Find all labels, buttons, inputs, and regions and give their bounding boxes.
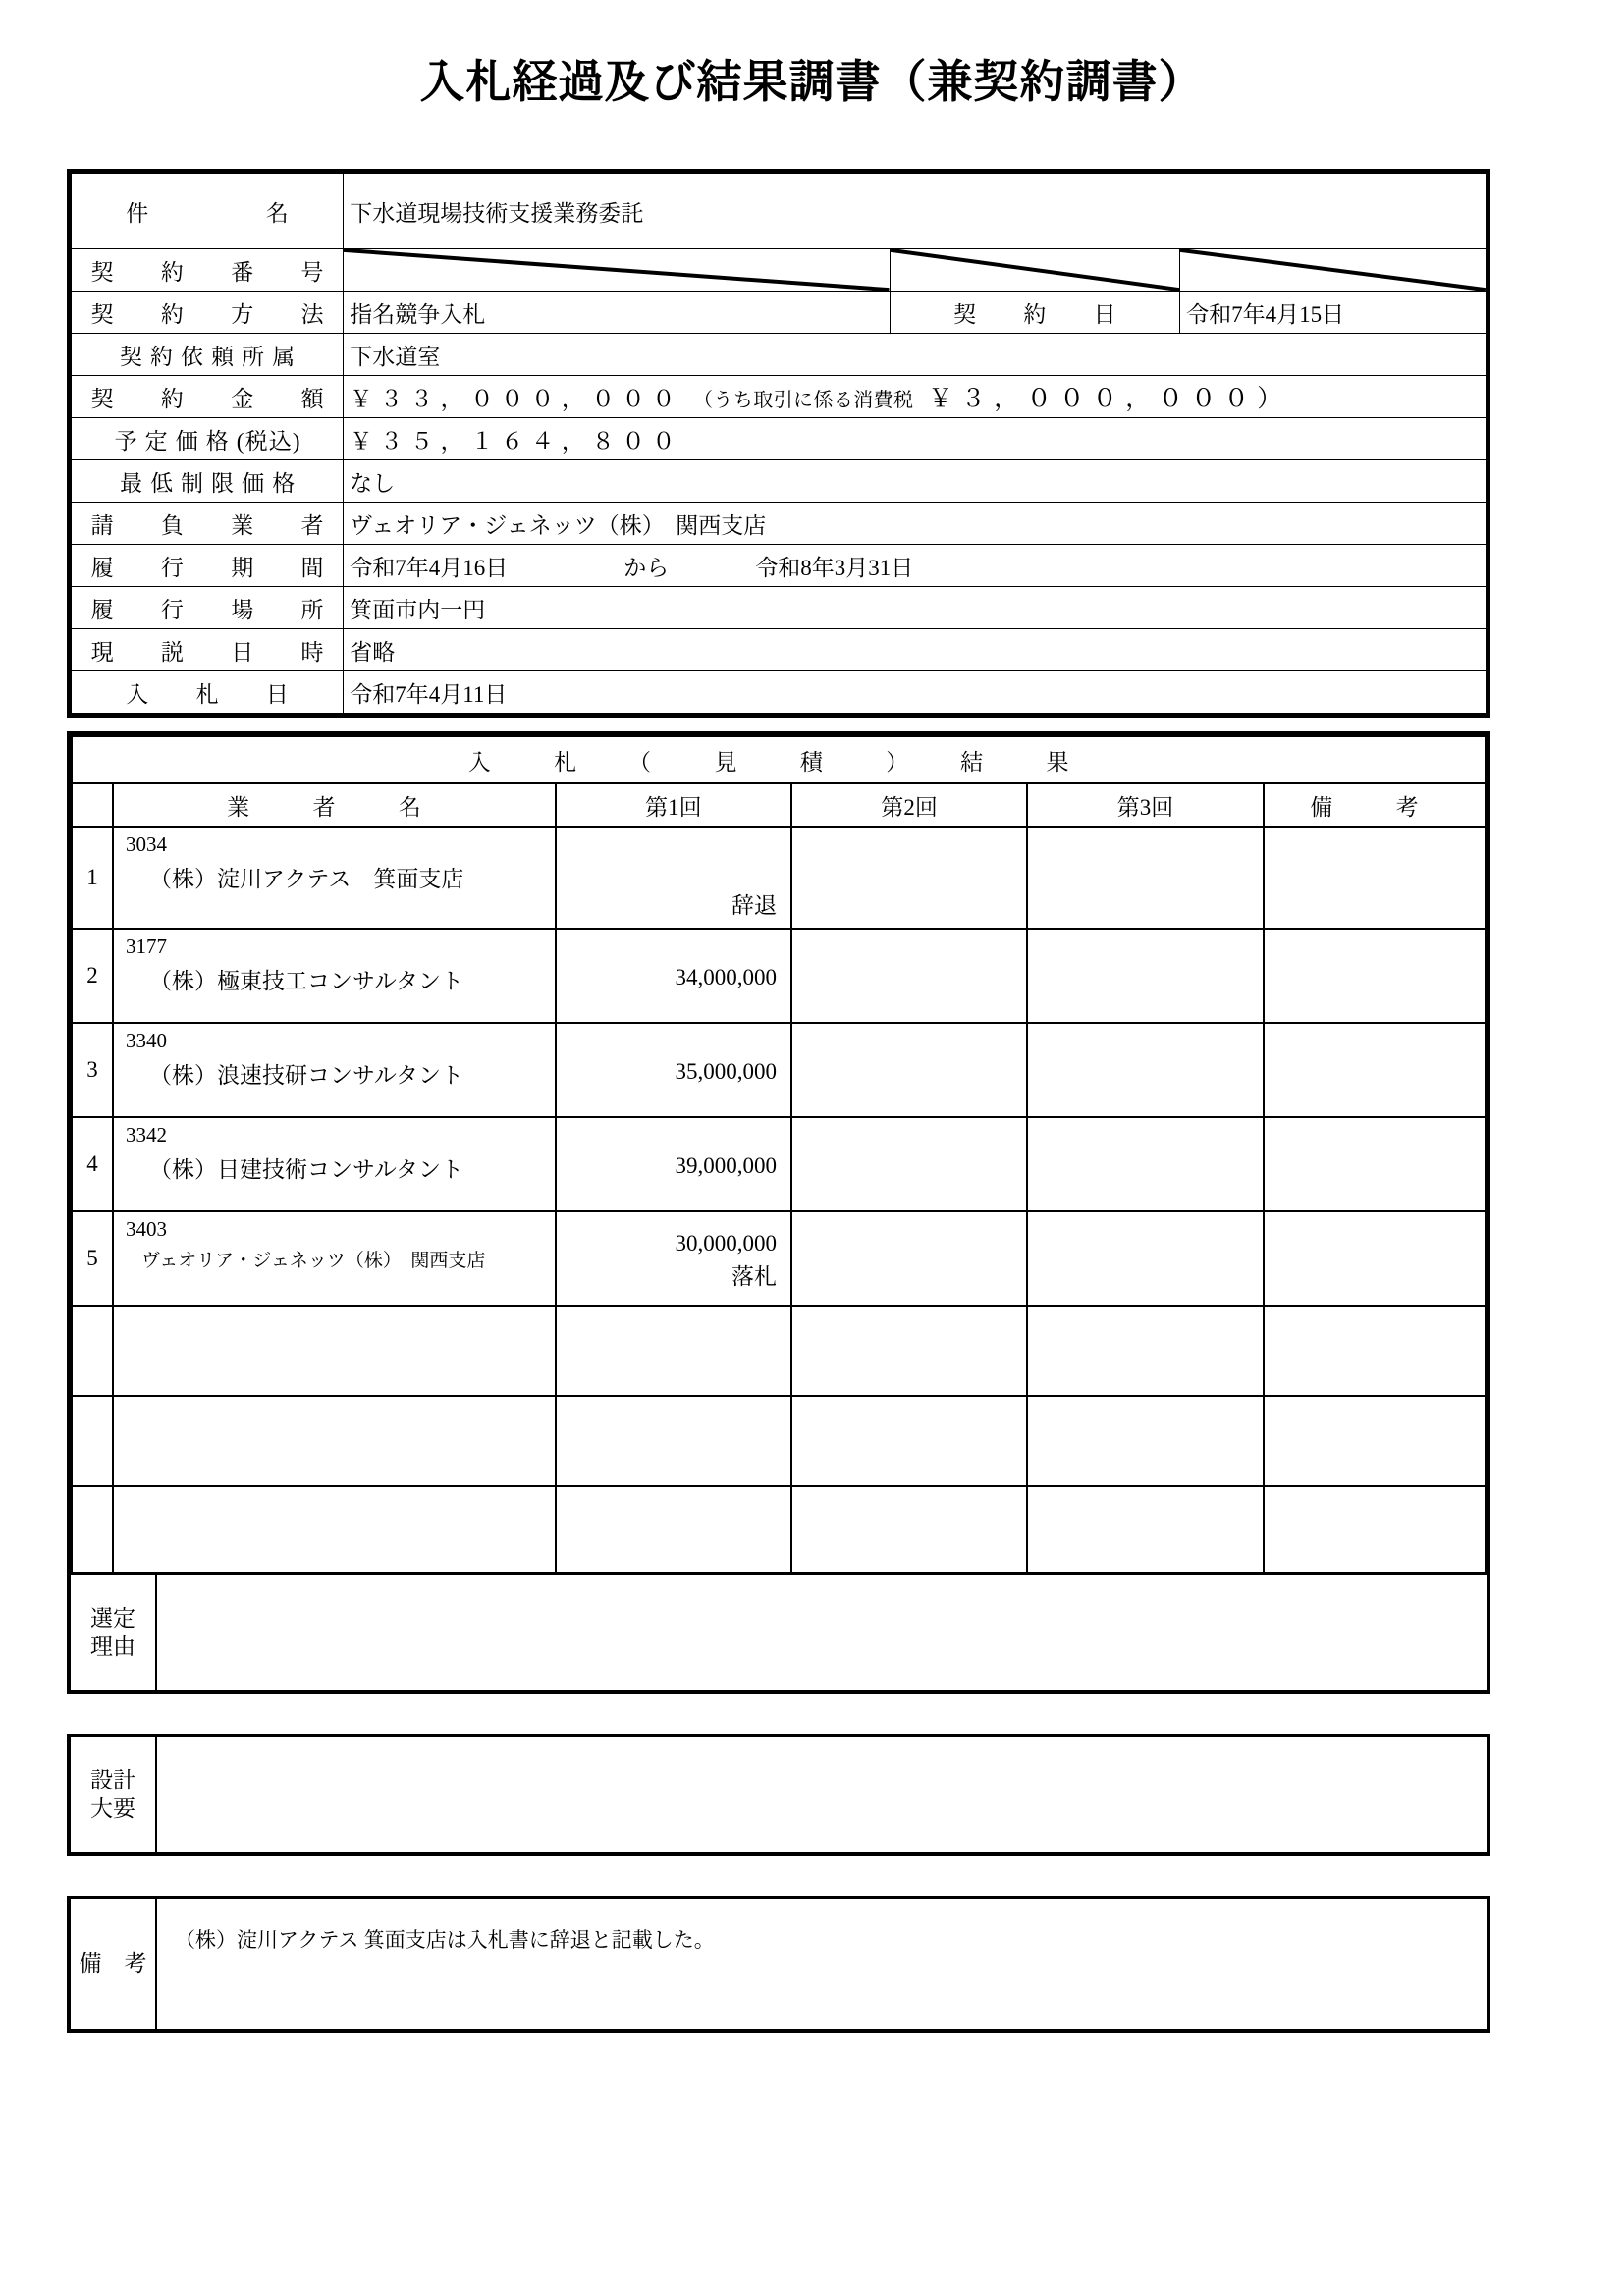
label-min-price: 最 低 制 限 価 格 xyxy=(72,460,344,503)
round3-amount xyxy=(1027,1023,1263,1117)
vendor-name: （株）日建技術コンサルタント xyxy=(149,1157,463,1183)
round1-amount xyxy=(556,827,791,929)
contract-info-table xyxy=(67,169,1490,718)
round1-tag: 落札 xyxy=(731,1263,777,1289)
table-row xyxy=(72,1306,1486,1396)
row-department xyxy=(72,334,1487,376)
round1-value: 30,000,000 xyxy=(675,1230,777,1255)
page-title: 入札経過及び結果調書（兼契約調書） xyxy=(419,55,1205,108)
value-department: 下水道室 xyxy=(344,334,1487,376)
design-outline-label-line2: 大要 xyxy=(90,1795,135,1821)
table-row xyxy=(72,1023,1486,1117)
row-planned-price xyxy=(72,418,1487,460)
row-period xyxy=(72,545,1487,587)
vendor-code: 3034 xyxy=(126,832,168,856)
col-header-round2: 第2回 xyxy=(791,783,1027,827)
vendor-cell xyxy=(113,827,556,929)
selection-reason-box xyxy=(67,1572,1490,1694)
design-outline-box xyxy=(67,1734,1490,1856)
value-min-price: なし xyxy=(344,460,1487,503)
row-contract-no xyxy=(72,249,1487,292)
period-from: 令和7年4月16日 xyxy=(350,555,509,580)
contract-amount-main: ￥３３，０００，０００ xyxy=(350,387,683,411)
row-contract-method xyxy=(72,292,1487,334)
vendor-cell xyxy=(113,1023,556,1117)
round1-tag: 辞退 xyxy=(731,893,777,918)
table-row xyxy=(72,929,1486,1023)
bid-result-title-row xyxy=(72,736,1486,783)
vendor-cell xyxy=(113,1486,556,1576)
round3-amount xyxy=(1027,1396,1263,1486)
round3-amount xyxy=(1027,1306,1263,1396)
remarks-box xyxy=(67,1896,1490,2033)
label-department: 契 約 依 頼 所 属 xyxy=(72,334,344,376)
label-case-name: 件 名 xyxy=(72,174,344,249)
vendor-name: ヴェオリア・ジェネッツ（株） 関西支店 xyxy=(141,1251,486,1272)
vendor-cell xyxy=(113,1117,556,1211)
label-bid-date: 入 札 日 xyxy=(72,671,344,714)
value-contract-date: 令和7年4月15日 xyxy=(1180,292,1487,334)
round1-value: 35,000,000 xyxy=(675,1059,777,1084)
row-number xyxy=(72,1306,113,1396)
round1-amount xyxy=(556,1486,791,1576)
row-remarks xyxy=(1264,1396,1486,1486)
value-contract-method: 指名競争入札 xyxy=(344,292,890,334)
round1-amount xyxy=(556,1117,791,1211)
value-contractor: ヴェオリア・ジェネッツ（株） 関西支店 xyxy=(344,503,1487,545)
vendor-cell xyxy=(113,1396,556,1486)
vendor-cell xyxy=(113,1211,556,1306)
round2-amount xyxy=(791,929,1027,1023)
table-row xyxy=(72,1117,1486,1211)
label-contract-amount: 契 約 金 額 xyxy=(72,376,344,418)
period-to: 令和8年3月31日 xyxy=(755,555,914,580)
row-number: 4 xyxy=(72,1117,113,1211)
round2-amount xyxy=(791,1486,1027,1576)
row-number xyxy=(72,1396,113,1486)
col-header-remarks: 備 考 xyxy=(1264,783,1486,827)
round3-amount xyxy=(1027,929,1263,1023)
label-contract-no: 契 約 番 号 xyxy=(72,249,344,292)
contract-amount-tax-value: ￥３，０００，０００） xyxy=(928,386,1290,412)
row-remarks xyxy=(1264,827,1486,929)
row-case-name xyxy=(72,174,1487,249)
round3-amount xyxy=(1027,1486,1263,1576)
round1-value: 34,000,000 xyxy=(675,965,777,989)
vendor-name: （株）淀川アクテス 箕面支店 xyxy=(149,867,464,892)
round1-amount xyxy=(556,1396,791,1486)
row-contract-amount xyxy=(72,376,1487,418)
value-planned-price: ￥３５，１６４，８００ xyxy=(344,418,1487,460)
round1-amount xyxy=(556,1023,791,1117)
round3-amount xyxy=(1027,1211,1263,1306)
label-contract-method: 契 約 方 法 xyxy=(72,292,344,334)
row-remarks xyxy=(1264,929,1486,1023)
round2-amount xyxy=(791,827,1027,929)
row-remarks xyxy=(1264,1117,1486,1211)
round2-amount xyxy=(791,1023,1027,1117)
label-contract-date: 契 約 日 xyxy=(890,292,1180,334)
round3-amount xyxy=(1027,827,1263,929)
table-row xyxy=(72,1486,1486,1576)
value-case-name: 下水道現場技術支援業務委託 xyxy=(344,174,1487,249)
col-header-round1: 第1回 xyxy=(556,783,791,827)
label-contractor: 請 負 業 者 xyxy=(72,503,344,545)
label-remarks: 備 考 xyxy=(71,1899,157,2029)
row-number: 3 xyxy=(72,1023,113,1117)
diagonal-strike-icon xyxy=(1180,249,1486,291)
table-row xyxy=(72,1396,1486,1486)
row-bid-date xyxy=(72,671,1487,714)
vendor-name: （株）極東技工コンサルタント xyxy=(149,969,463,994)
value-contract-no-part2 xyxy=(890,249,1180,292)
contract-amount-tax-note: （うち取引に係る消費税 xyxy=(693,390,914,411)
round2-amount xyxy=(791,1396,1027,1486)
row-number: 1 xyxy=(72,827,113,929)
row-min-price xyxy=(72,460,1487,503)
vendor-name: （株）浪速技研コンサルタント xyxy=(149,1063,463,1089)
col-header-round3: 第3回 xyxy=(1027,783,1263,827)
col-header-no xyxy=(72,783,113,827)
value-briefing: 省略 xyxy=(344,629,1487,671)
value-place: 箕面市内一円 xyxy=(344,587,1487,629)
row-briefing xyxy=(72,629,1487,671)
row-number: 2 xyxy=(72,929,113,1023)
value-design-outline xyxy=(157,1737,1487,1852)
round2-amount xyxy=(791,1211,1027,1306)
row-remarks xyxy=(1264,1023,1486,1117)
diagonal-strike-icon xyxy=(344,249,889,291)
label-planned-price: 予 定 価 格 (税込) xyxy=(72,418,344,460)
row-remarks xyxy=(1264,1306,1486,1396)
vendor-code: 3340 xyxy=(126,1029,168,1052)
round1-value: 39,000,000 xyxy=(675,1153,777,1178)
row-remarks xyxy=(1264,1486,1486,1576)
value-contract-no-part1 xyxy=(344,249,890,292)
row-number: 5 xyxy=(72,1211,113,1306)
vendor-cell xyxy=(113,1306,556,1396)
value-selection-reason xyxy=(157,1575,1487,1690)
vendor-code: 3403 xyxy=(126,1217,168,1241)
round1-amount xyxy=(556,929,791,1023)
design-outline-label-line1: 設計 xyxy=(90,1767,135,1792)
label-period: 履 行 期 間 xyxy=(72,545,344,587)
bid-result-header-row xyxy=(72,783,1486,827)
col-header-vendor: 業 者 名 xyxy=(113,783,556,827)
label-selection-reason xyxy=(71,1575,157,1690)
round2-amount xyxy=(791,1117,1027,1211)
selection-reason-label-line1: 選定 xyxy=(90,1605,135,1630)
value-remarks: （株）淀川アクテス 箕面支店は入札書に辞退と記載した。 xyxy=(175,1928,715,1951)
bid-result-title: 入 札 （ 見 積 ） 結 果 xyxy=(72,736,1486,783)
period-connector: から xyxy=(623,555,670,580)
label-place: 履 行 場 所 xyxy=(72,587,344,629)
vendor-code: 3177 xyxy=(126,934,168,958)
label-design-outline xyxy=(71,1737,157,1852)
round1-amount xyxy=(556,1306,791,1396)
vendor-code: 3342 xyxy=(126,1123,168,1147)
round1-amount xyxy=(556,1211,791,1306)
bid-result-table xyxy=(67,731,1490,1581)
value-bid-date: 令和7年4月11日 xyxy=(344,671,1487,714)
row-number xyxy=(72,1486,113,1576)
row-remarks xyxy=(1264,1211,1486,1306)
diagonal-strike-icon xyxy=(891,249,1180,291)
table-row xyxy=(72,1211,1486,1306)
value-contract-amount xyxy=(344,376,1487,418)
row-contractor xyxy=(72,503,1487,545)
value-contract-no-part3 xyxy=(1180,249,1487,292)
row-place xyxy=(72,587,1487,629)
round2-amount xyxy=(791,1306,1027,1396)
selection-reason-label-line2: 理由 xyxy=(90,1633,135,1659)
label-briefing: 現 説 日 時 xyxy=(72,629,344,671)
round3-amount xyxy=(1027,1117,1263,1211)
table-row xyxy=(72,827,1486,929)
vendor-cell xyxy=(113,929,556,1023)
value-period xyxy=(344,545,1487,587)
